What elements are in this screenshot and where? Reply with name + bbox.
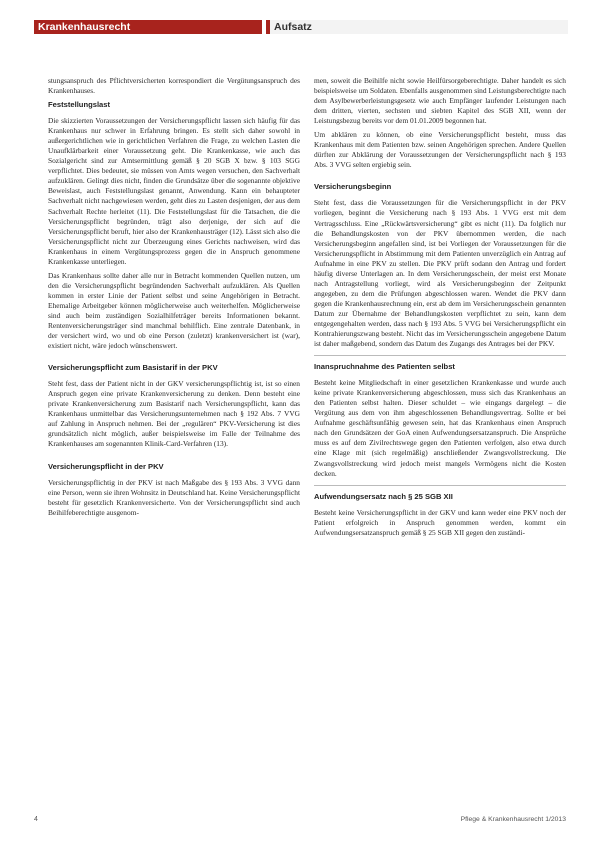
section-heading: Versicherungsbeginn [314, 182, 392, 192]
section-heading: Feststellungslast [48, 100, 111, 110]
left-column [48, 76, 300, 522]
body-paragraph: Steht fest, dass die Voraussetzungen für die Versicherungspflicht in der PKV vorliegen, beginnt die Versicherung nach § 193 Abs. 1 VVG erst mit dem Vertragsschluss. Eine „Rückwärtsversicherung“ gibt es nicht (11). Da folglich nur die Behandlungskosten von der PKV übernommen werden, die nach Versicherungsbeginn angefallen sind, ist bei Vorliegen der Voraussetzungen für die Versicherungspflicht in Abstimmung mit dem Patienten unverzüglich ein Antrag auf Aufnahme in eine PKV zu stellen. Die PKV prüft sodann den Antrag und fordert häufig diverse Unterlagen an. In dem Versicherungsschein, der meist erst Monate nach Antragstellung vorliegt, wird als Versicherungsbeginn der Zeitpunkt angegeben, zu dem die Prüfungen abgeschlossen waren. Wendet die PKV dann gegen die Krankenhausrechnung ein, erst ab dem im Versicherungsschein genannten Datum zur Übernahme der Behandlungskosten verpflichtet zu sein, kann dem entgegengehalten werden, dass nach § 193 Abs. 5 VVG bei Versicherungspflicht ein Kontrahierungszwang besteht. Nicht das im Versicherungsschein angegebene Datum ist daher maßgebend, sondern das Datum des Zugangs des Antrages bei der PKV. [314, 198, 566, 349]
body-paragraph: Das Krankenhaus sollte daher alle nur in Betracht kommenden Quellen nutzen, um den die Versicherungspflicht begründenden Sachverhalt aufzuklären. Als Quellen kommen in erster Linie der Patient selbst und seine Angehörigen in Betracht. Ehemalige Arbeitgeber können möglicherweise auch weiterhelfen. Möglicherweise sind auch beim zuständigen Sozialhilfeträger bereits Informationen bekannt. Rentenversicherungsträger sind manchmal behilflich. Eine zentrale Datenbank, in der versichert wird, wo und ob eine Person (zuletzt) krankenversichert ist (war), existiert nicht, wäre jedoch wünschenswert. [48, 270, 300, 351]
section-divider [314, 485, 566, 486]
body-paragraph: Besteht keine Mitgliedschaft in einer gesetzlichen Krankenkasse und wurde auch keine private Krankenversicherung abgeschlossen, muss sich das Krankenhaus an den Patienten selbst halten. Dieser schuldet – wie eingangs dargelegt – die Vergütung aus dem von ihm abgeschlossenen Behandlungsvertrag. Sollte er bei Aufnahme geschäftsunfähig gewesen sein, hat das Krankenhaus einen Anspruch nach den Grundsätzen der GoA einen Aufwendungsersatzanspruch. Die Ansprüche muss es auf dem Zivilrechtswege gegen den Patienten verfolgen, also etwa durch eine Klage mit (sich regelmäßig) anschließender Zwangsvollstreckung. Die Zwangsvollstreckung wird jedoch meist mangels Vermögens nicht die Kosten decken. [314, 378, 566, 478]
section-heading: Versicherungspflicht in der PKV [48, 461, 164, 471]
section-spacer [48, 454, 300, 462]
section-spacer [314, 174, 566, 182]
journal-citation: Pflege & Krankenhausrecht 1/2013 [460, 816, 566, 823]
article-type-label: Aufsatz [266, 20, 568, 34]
section-heading: Versicherungspflicht zum Basistarif in der PKV [48, 363, 218, 373]
section-divider [314, 355, 566, 356]
body-paragraph: men, soweit die Beihilfe nicht sowie Heilfürsorgeberechtigte. Daher handelt es sich beispielsweise um Soldaten. Ebenfalls ausgenommen sind Leistungsberechtigte nach dem Asylbewerberleistungsgesetz wie auch Empfänger laufender Leistungen nach dem dritten, vierten, sechsten und siebten Kapitel des SGB XII, wenn der Leistungsbezug bereits vor dem 01.01.2009 begonnen hat. [314, 76, 566, 126]
body-paragraph: Steht fest, dass der Patient nicht in der GKV versicherungspflichtig ist, ist so einen Anspruch gegen eine private Krankenversicherung zu denken. Denn besteht eine private Krankenversicherung zum Basistarif nach Versicherungspflicht, kann das Krankenhaus unmittelbar das Versicherungsunternehmen nach § 192 Abs. 7 VVG auf Zahlung in Anspruch nehmen. Bei der „regulären“ PKV-Versicherung ist dies grundsätzlich nicht möglich, außer beispielsweise im Falle der Teilnahme des Krankenhauses am sogenannten Klinik-Card-Verfahren (13). [48, 379, 300, 449]
section-heading: Aufwendungsersatz nach § 25 SGB XII [314, 491, 453, 501]
section-label: Krankenhausrecht [34, 20, 262, 34]
right-column [314, 76, 566, 542]
page-number: 4 [34, 816, 38, 823]
body-paragraph: Versicherungspflichtig in der PKV ist nach Maßgabe des § 193 Abs. 3 VVG dann eine Person, wenn sie ihren Wohnsitz in Deutschland hat. Keine Versicherungspflicht besteht für gesetzlich Krankenversicherte. Von der Versicherungspflicht sind auch Beihilfeberechtigte ausgenom- [48, 477, 300, 517]
body-paragraph: stungsanspruch des Pflichtversicherten korrespondiert die Vergütungsanspruch des Krankenhauses. [48, 76, 300, 96]
body-paragraph: Um abklären zu können, ob eine Versicherungspflicht besteht, muss das Krankenhaus mit dem Patienten bzw. seinen Angehörigen sprechen. Andere Quellen dürften zur Abklärung der Voraussetzungen der Versicherungspflicht nach § 193 Abs. 3 VVG selten ergiebig sein. [314, 130, 566, 170]
body-paragraph: Besteht keine Versicherungspflicht in der GKV und kann weder eine PKV noch der Patient erfolgreich in Anspruch genommen werden, kommt ein Aufwendungsersatzanspruch gemäß § 25 SGB XII gegen den zuständi- [314, 507, 566, 537]
body-paragraph: Die skizzierten Voraussetzungen der Versicherungspflicht lassen sich häufig für das Krankenhaus nur schwer in Erfahrung bringen. Es stellt sich daher sowohl in außergerichtlichen wie in gerichtlichen Verfahren die Frage, zu welchen Lasten die Unaufklärbarkeit einer Voraussetzung geht. Die Krankenkasse, wie auch das Sozialgericht sind zur Amtsermittlung gemäß § 20 SGB X bzw. § 103 SGG verpflichtet. Dies bedeutet, sie müssen von Amts wegen versuchen, den Sachverhalt aufzuklären. Gelingt dies nicht, finden die Grundsätze über die sogenannte objektive Beweislast, auch Feststellungslast genannt, Anwendung. Kann ein behaupteter Sachverhalt nicht nachgewiesen werden, geht dies zu Lasten desjenigen, der aus dem Sachverhalt Rechte herleitet (11). Die Feststellungslast für die Tatsachen, die die Versicherungspflicht begründen, trägt also derjenige, der sich auf die Versicherungspflicht beruft, hier also der Krankenhausträger (12). Lässt sich also die Versicherungspflicht nicht zur Überzeugung eines Gerichts nachweisen, wird das Krankenhaus in einem Vergütungsprozess gegen die in Anspruch genommene Krankenkasse unterliegen. [48, 116, 300, 266]
section-heading: Inanspruchnahme des Patienten selbst [314, 362, 455, 372]
section-spacer [48, 355, 300, 363]
page-header [34, 20, 568, 34]
